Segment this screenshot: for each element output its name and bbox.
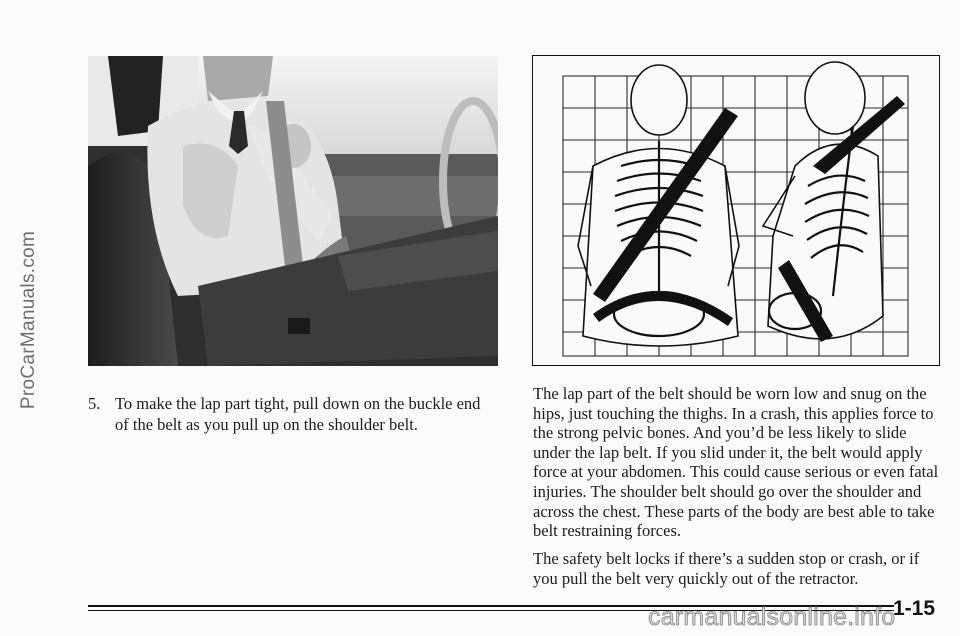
step-number: 5. [88, 394, 101, 413]
belt-lock-paragraph: The safety belt locks if there’s a sudden stop or crash, or if you pull the belt very quickly out of the retractor. [533, 549, 920, 588]
instruction-step [88, 393, 498, 435]
driver-buckling-belt-photo [88, 56, 498, 366]
skeleton-belt-diagram [532, 55, 940, 366]
side-watermark-text: ProCarManuals.com [18, 230, 39, 410]
bottom-watermark: carmanualsonline.info [648, 603, 896, 631]
lap-belt-paragraph: The lap part of the belt should be worn low and snug on the hips, just touching the thighs. In a crash, this applies force to the strong pelvic bones. And you’d be less likely to slide under the lap belt. If you slid under it, the belt would apply force at your abdomen. This could cause serious or even fatal injuries. The shoulder belt should go over the shoulder and across the chest. These parts of the body are best able to take belt restraining forces. [533, 384, 939, 541]
side-watermark [14, 40, 44, 600]
page-number: 1-15 [893, 597, 936, 620]
step-text: To make the lap part tight, pull down on the buckle end of the belt as you pull up on the shoulder belt. [115, 394, 481, 434]
